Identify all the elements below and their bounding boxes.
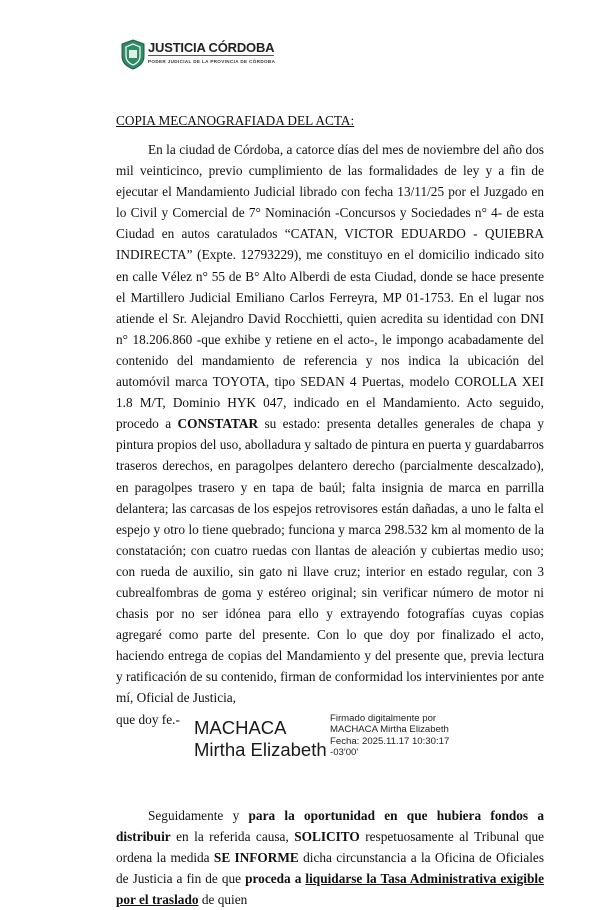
document-heading: COPIA MECANOGRAFIADA DEL ACTA:	[116, 113, 355, 128]
paragraph-acta-text-2: su estado: presenta detalles generales de chapa y pintura propios del uso, abolladura y saltado de pintura en puerta y guardabarros traseros derechos, en paragolpes delantero derecho (parcialmente descalzado), en paragolpes trasero y en tapa de baúl; falta insignia de marca en parrilla delantera; las carcasas de los espejos retrovisores están dañadas, a uno le falta el espejo y otro lo tiene quebrado; funciona y marca 298.532 km al momento de la constatación; con cuatro ruedas con llantas de aleación y cubiertas medio uso; con rueda de auxilio, sin gato ni llave cruz; interior en estado regular, con 3 cubrealfombras de goma y estéreo original; sin verificar número de motor ni chasis por no ser idónea para ello y extrayendo fotografías cuyas copias agregaré como parte del presente. Con lo que doy por finalizado el acto, haciendo entrega de copias del Mandamiento y del presente que, previa lectura y ratificación de su contenido, firman de conformidad los intervinientes por ante mí, Oficial de Justicia,	[116, 416, 544, 706]
solicitud-text-4: dicha circunstancia a la Oficina de Oficiales de Justicia a fin de que	[116, 849, 544, 886]
header-logo	[118, 38, 318, 74]
signature-info-line-3: Fecha: 2025.11.17 10:30:17	[330, 735, 450, 747]
solicitud-text-1: Seguidamente y	[148, 807, 249, 823]
solicitud-text-3: respetuosamente al Tribunal que ordena la medida	[116, 828, 545, 865]
tasa-underlined: liquidarse la Tasa Administrativa exigible por el traslado	[116, 870, 544, 907]
logo-divider	[148, 55, 274, 56]
signature-row	[116, 709, 544, 765]
closing-text: que doy fe.-	[116, 711, 180, 727]
solicitud-bold-1: para la oportunidad en que hubiera fondos a distribuir	[116, 807, 545, 844]
paragraph-solicitud	[116, 805, 544, 910]
signature-given-names: Mirtha Elizabeth	[194, 738, 327, 760]
solicitud-text-5: de quien	[198, 891, 248, 907]
signature-info-line-4: -03'00'	[330, 747, 359, 759]
solicito-bold: SOLICITO	[294, 828, 360, 844]
paragraph-acta-text-1: En la ciudad de Córdoba, a catorce días del mes de noviembre del año dos mil veinticinco, previo cumplimiento de las formalidades de ley y a fin de ejecutar el Mandamiento Judicial librado con fecha 13/11/25 por el Juzgado en lo Civil y Comercial de 7° Nominación -Concursos y Sociedades n° 4- de esta Ciudad en autos caratulados “CATAN, VICTOR EDUARDO - QUIEBRA INDIRECTA” (Expte. 12793229), me constituyo en el domicilio indicado sito en calle Vélez n° 55 de B° Alto Alberdi de esta Ciudad, donde se hace presente el Martillero Judicial Emiliano Carlos Ferreyra, MP 01-1753. En el lugar nos atiende el Sr. Alejandro David Rocchietti, quien acredita su identidad con DNI n° 18.206.860 -que exhibe y retiene en el acto-, le impongo acabadamente del contenido del mandamiento de referencia y nos indica la ubicación del automóvil marca TOYOTA, tipo SEDAN 4 Puertas, modelo COROLLA XEI 1.8 M/T, Dominio HYK 047, indicado en el Mandamiento. Acto seguido, procedo a	[116, 142, 544, 432]
constatar-bold: CONSTATAR	[177, 416, 259, 432]
se-informe-bold: SE INFORME	[213, 849, 299, 865]
paragraph-acta	[116, 139, 544, 709]
solicitud-text-2: en la referida causa,	[170, 828, 295, 844]
justicia-cordoba-seal-icon	[118, 38, 148, 70]
signature-info-line-2: MACHACA Mirtha Elizabeth	[330, 724, 449, 736]
signature-surname: MACHACA	[194, 716, 287, 738]
signature-info-line-1: Firmado digitalmente por	[330, 712, 437, 724]
document-body	[116, 112, 544, 910]
digital-signature-info	[330, 713, 449, 759]
logo-title: JUSTICIA CÓRDOBA	[148, 40, 275, 55]
logo-subtitle: PODER JUDICIAL DE LA PROVINCIA DE CÓRDOBA	[148, 59, 276, 64]
signature-name	[194, 717, 327, 761]
proceda-bold: proceda a	[245, 870, 306, 886]
